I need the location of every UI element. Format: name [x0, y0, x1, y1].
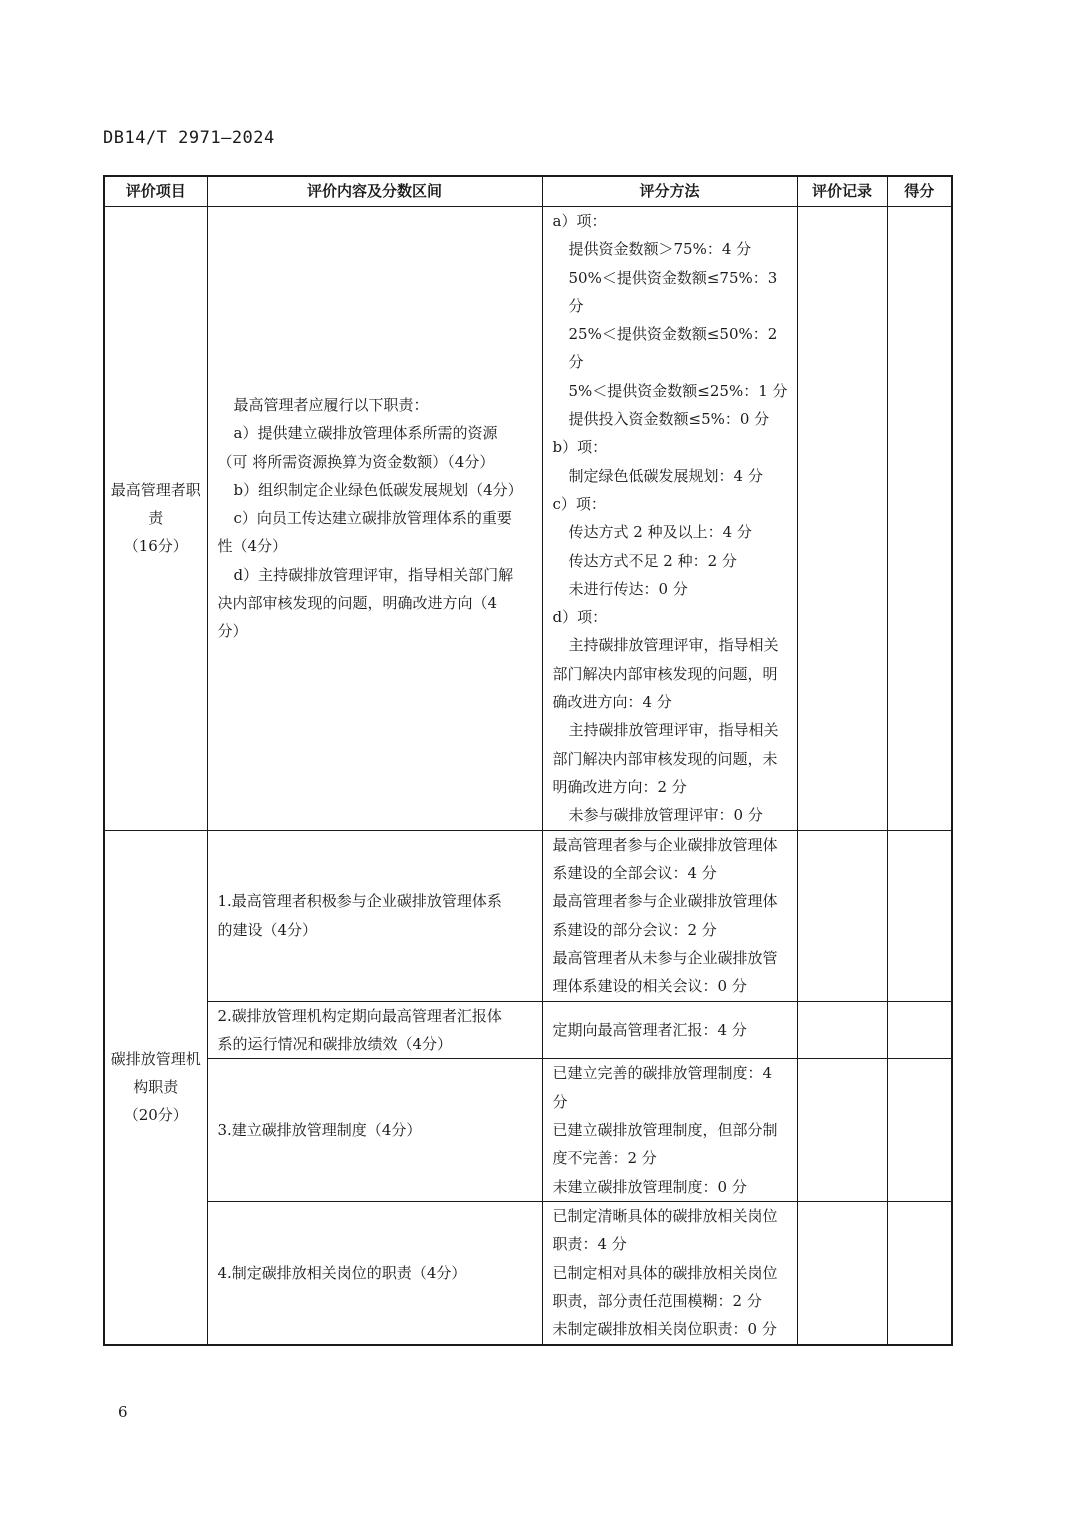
- method-line: b）项：: [552, 438, 608, 457]
- method-line: 定期向最高管理者汇报：4 分: [552, 1020, 747, 1039]
- content-line: d）主持碳排放管理评审，指导相关部门解: [233, 565, 514, 584]
- evaluation-content-cell: [207, 1001, 542, 1059]
- method-line: 最高管理者参与企业碳排放管理体: [552, 892, 778, 911]
- method-line: 未建立碳排放管理制度：0 分: [552, 1177, 747, 1196]
- method-line: 提供投入资金数额≤5%：0 分: [568, 410, 770, 429]
- table-row: [104, 1001, 952, 1059]
- content-line: c）向员工传达建立碳排放管理体系的重要: [233, 509, 512, 528]
- content-line: 的建设（4分）: [217, 920, 318, 939]
- evaluation-content-cell: [207, 1059, 542, 1202]
- method-line: 分: [552, 1092, 568, 1111]
- method-line: a）项：: [552, 212, 607, 230]
- method-line: c）项：: [552, 494, 606, 513]
- column-header-item: 评价项目: [104, 176, 207, 207]
- column-header-record: 评价记录: [797, 176, 887, 207]
- content-line: b）组织制定企业绿色低碳发展规划（4分）: [233, 480, 523, 499]
- item-text: （16分）: [123, 537, 188, 556]
- content-line: 3.建立碳排放管理制度（4分）: [217, 1120, 422, 1139]
- content-line: 分）: [217, 622, 248, 641]
- method-line: 未参与碳排放管理评审：0 分: [568, 806, 763, 825]
- score-cell: [887, 1001, 952, 1059]
- method-line: 部门解决内部审核发现的问题，未: [552, 749, 778, 768]
- method-line: 制定绿色低碳发展规划：4 分: [568, 466, 763, 485]
- scoring-method-cell: [542, 830, 797, 1001]
- evaluation-record-cell: [797, 1202, 887, 1345]
- content-line: 系的运行情况和碳排放绩效（4分）: [217, 1034, 453, 1053]
- method-line: 传达方式 2 种及以上：4 分: [568, 523, 752, 542]
- method-line: 最高管理者参与企业碳排放管理体: [552, 835, 778, 854]
- item-text: （20分）: [123, 1106, 188, 1125]
- method-line: 确改进方向：4 分: [552, 693, 672, 712]
- evaluation-item-cell: [104, 830, 207, 1345]
- method-line: 度不完善：2 分: [552, 1149, 657, 1168]
- method-line: 主持碳排放管理评审，指导相关: [568, 721, 779, 740]
- scoring-method-cell: [542, 1001, 797, 1059]
- evaluation-table: [103, 175, 953, 1346]
- method-line: d）项：: [552, 608, 608, 627]
- method-line: 已制定相对具体的碳排放相关岗位: [552, 1263, 778, 1282]
- content-line: a）提供建立碳排放管理体系所需的资源: [233, 424, 498, 443]
- method-line: 部门解决内部审核发现的问题，明: [552, 664, 778, 683]
- table-row: [104, 830, 952, 1001]
- content-line: 决内部审核发现的问题，明确改进方向（4: [217, 594, 498, 612]
- method-line: 明确改进方向：2 分: [552, 777, 687, 796]
- evaluation-record-cell: [797, 207, 887, 831]
- scoring-method-cell: [542, 1202, 797, 1345]
- content-line: 1.最高管理者积极参与企业碳排放管理体系: [217, 892, 502, 911]
- method-line: 系建设的部分会议：2 分: [552, 920, 717, 939]
- column-header-score: 得分: [887, 176, 952, 207]
- item-text: 最高管理者职: [110, 480, 201, 499]
- method-line: 理体系建设的相关会议：0 分: [552, 977, 747, 996]
- method-line: 未制定碳排放相关岗位职责：0 分: [552, 1320, 777, 1339]
- scoring-method-cell: [542, 207, 797, 831]
- content-line: 性（4分）: [217, 537, 288, 556]
- method-line: 已制定清晰具体的碳排放相关岗位: [552, 1207, 778, 1226]
- method-line: 系建设的全部会议：4 分: [552, 863, 717, 882]
- evaluation-record-cell: [797, 1059, 887, 1202]
- content-line: 2.碳排放管理机构定期向最高管理者汇报体: [217, 1006, 502, 1025]
- scoring-method-cell: [542, 1059, 797, 1202]
- table-header-row: [104, 176, 952, 207]
- content-line: （可 将所需资源换算为资金数额）（4分）: [217, 452, 495, 471]
- score-cell: [887, 1059, 952, 1202]
- item-text: 碳排放管理机: [110, 1049, 201, 1068]
- content-line: 4.制定碳排放相关岗位的职责（4分）: [217, 1263, 467, 1282]
- method-line: 职责，部分责任范围模糊：2 分: [552, 1292, 762, 1311]
- item-text: 责: [148, 509, 164, 528]
- method-line: 未进行传达：0 分: [568, 579, 688, 598]
- method-line: 最高管理者从未参与企业碳排放管: [552, 948, 778, 967]
- evaluation-content-cell: [207, 830, 542, 1001]
- table-row: [104, 1059, 952, 1202]
- column-header-content: 评价内容及分数区间: [207, 176, 542, 207]
- method-line: 已建立碳排放管理制度，但部分制: [552, 1120, 778, 1139]
- page-number: 6: [118, 1403, 128, 1421]
- table-row: [104, 207, 952, 831]
- score-cell: [887, 830, 952, 1001]
- method-line: 主持碳排放管理评审，指导相关: [568, 636, 779, 655]
- document-code: DB14/T 2971—2024: [103, 128, 275, 148]
- method-line: 职责：4 分: [552, 1235, 627, 1254]
- evaluation-record-cell: [797, 830, 887, 1001]
- column-header-method: 评分方法: [542, 176, 797, 207]
- method-line: 传达方式不足 2 种：2 分: [568, 551, 737, 570]
- score-cell: [887, 207, 952, 831]
- score-cell: [887, 1202, 952, 1345]
- content-line: 最高管理者应履行以下职责：: [233, 395, 429, 414]
- method-line: 50%＜提供资金数额≤75%：3 分: [568, 268, 778, 315]
- method-line: 已建立完善的碳排放管理制度：4: [552, 1064, 773, 1083]
- evaluation-item-cell: [104, 207, 207, 831]
- evaluation-record-cell: [797, 1001, 887, 1059]
- table-row: [104, 1202, 952, 1345]
- evaluation-content-cell: [207, 207, 542, 831]
- method-line: 5%＜提供资金数额≤25%：1 分: [568, 381, 788, 400]
- method-line: 25%＜提供资金数额≤50%：2 分: [568, 325, 778, 372]
- method-line: 提供资金数额＞75%：4 分: [568, 240, 752, 259]
- evaluation-content-cell: [207, 1202, 542, 1345]
- item-text: 构职责: [133, 1077, 179, 1096]
